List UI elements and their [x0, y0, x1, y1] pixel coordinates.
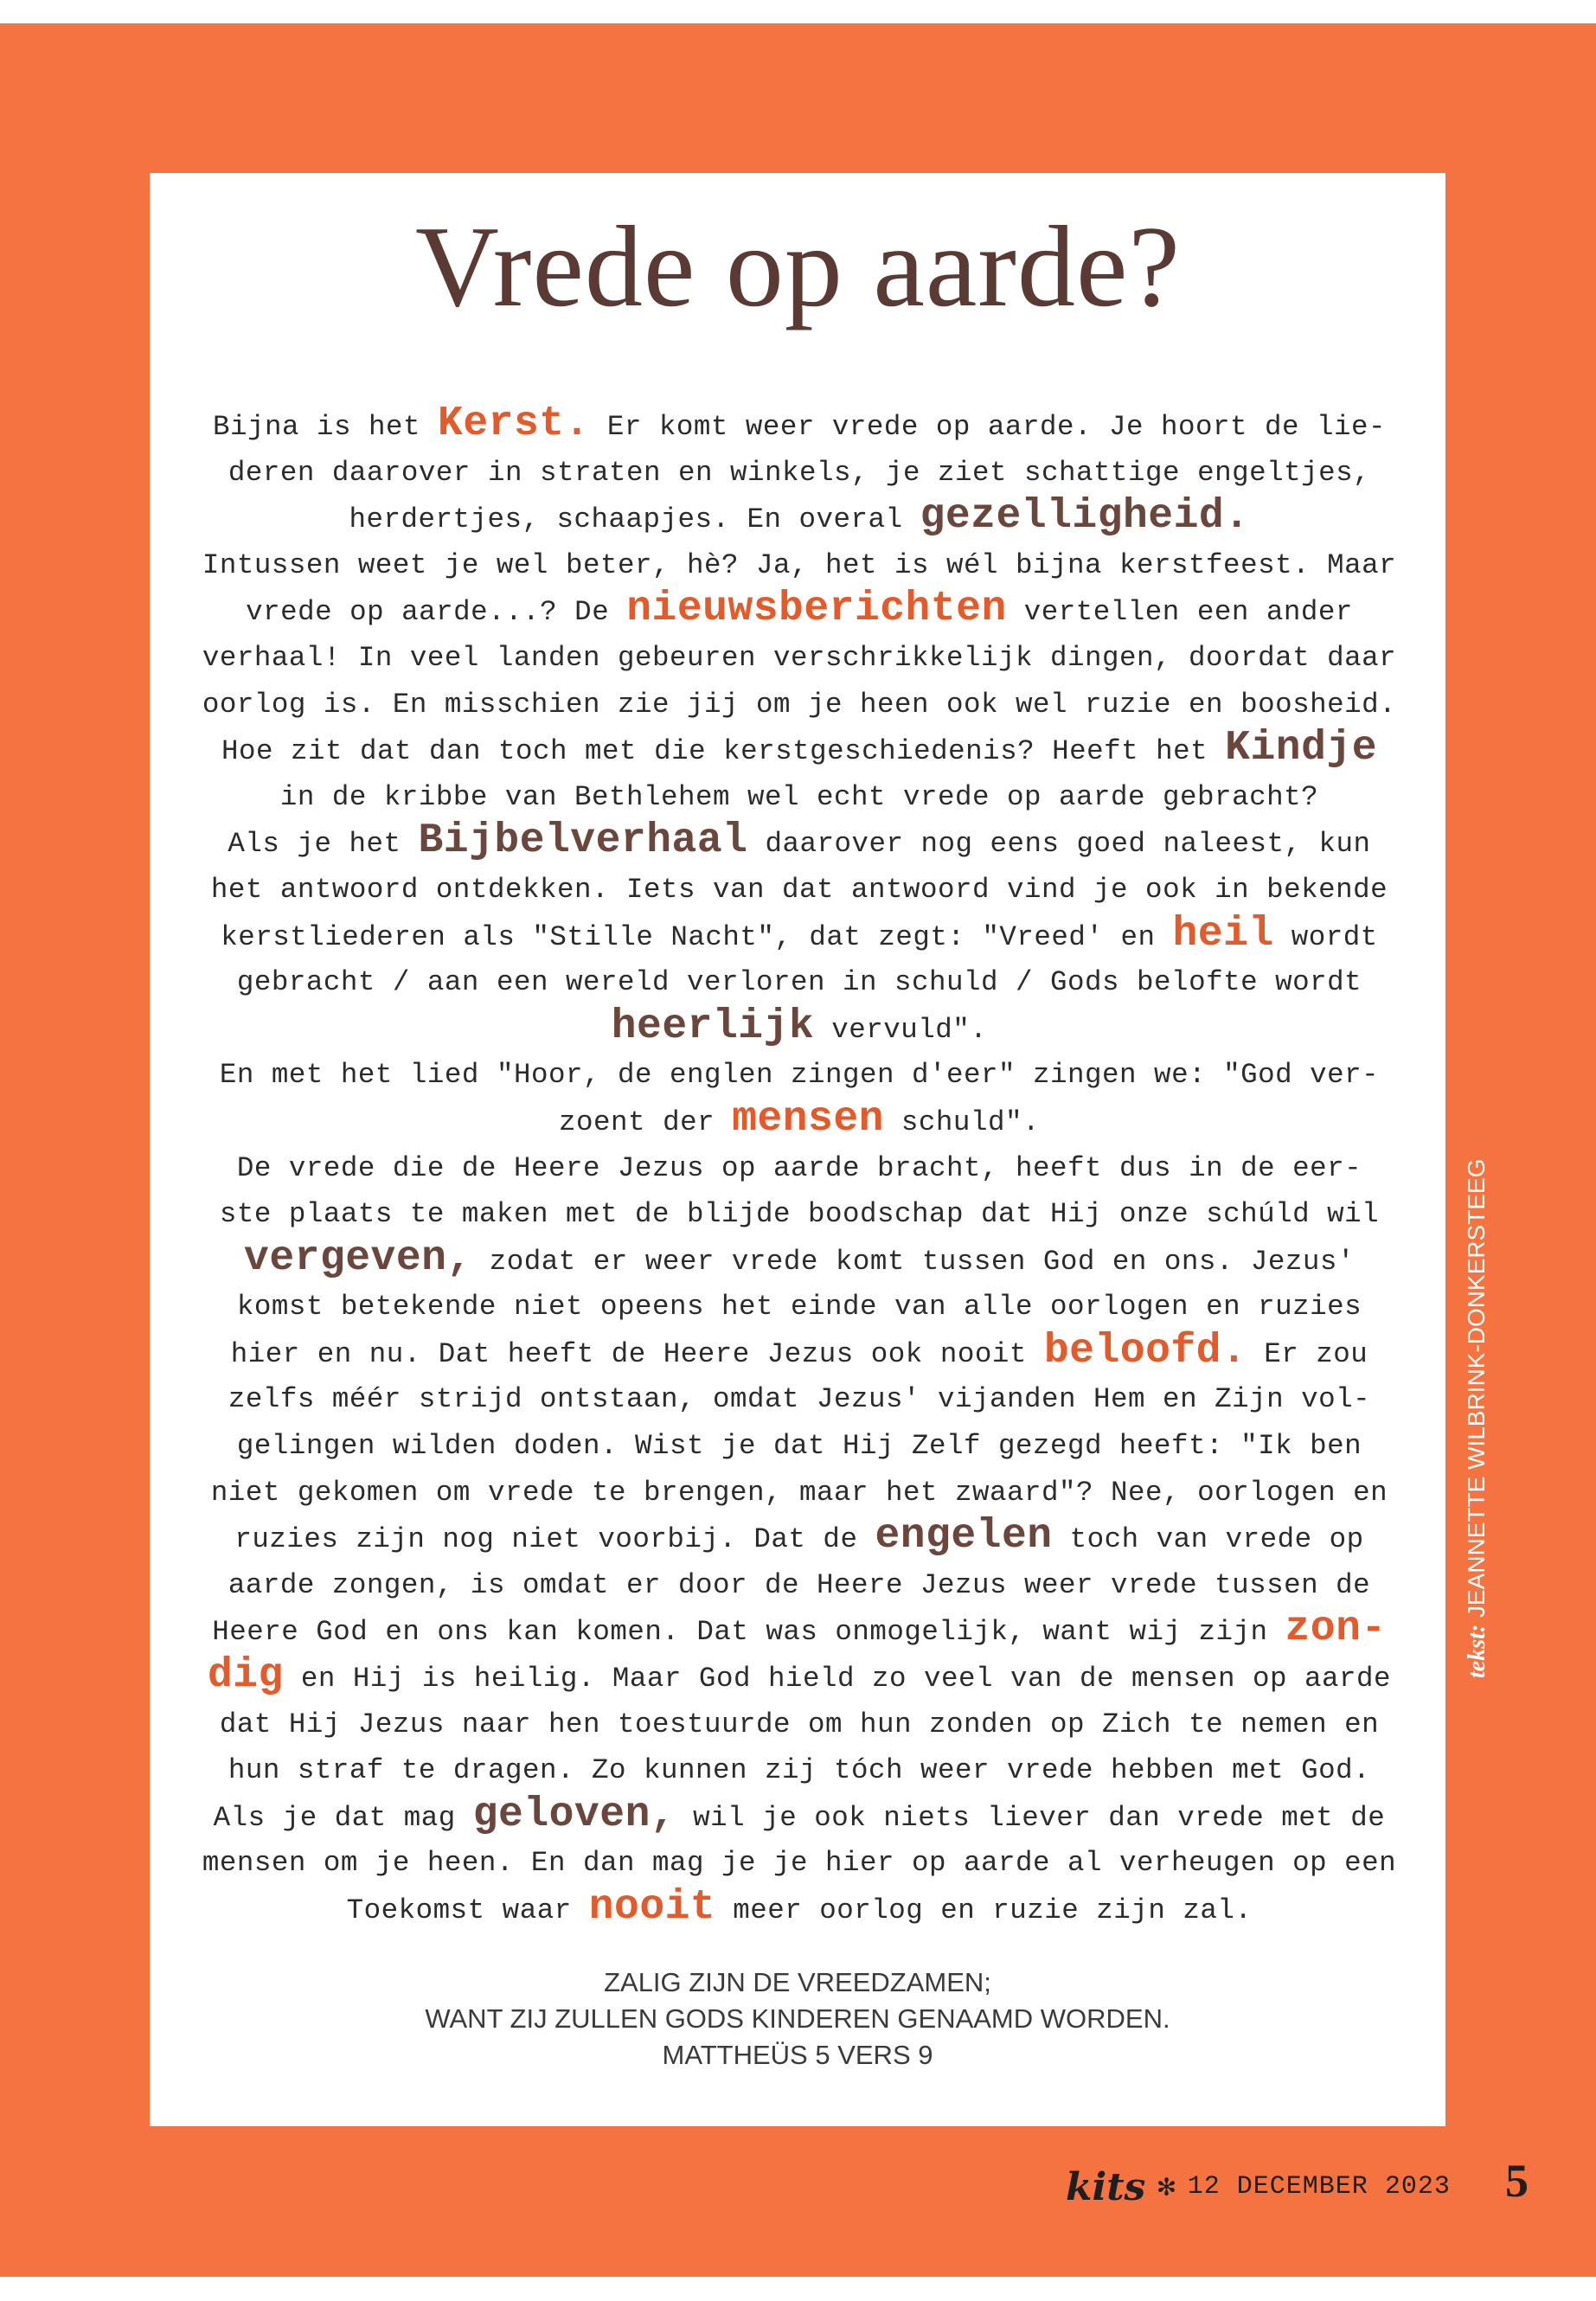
text-line: ruzies zijn nog niet voorbij. Dat de engelen toch van vrede op: [234, 1513, 1364, 1561]
text-line: het antwoord ontdekken. Iets van dat antwoord vind je ook in bekende: [210, 873, 1388, 906]
verse-line: WANT ZIJ ZULLEN GODS KINDEREN GENAAMD WORDEN.: [425, 2003, 1170, 2034]
verse-reference: MATTHEÜS 5 VERS 9: [662, 2040, 933, 2070]
text-line: in de kribbe van Bethlehem wel echt vrede op aarde gebracht?: [279, 780, 1319, 813]
text-line: oorlog is. En misschien zie jij om je heen ook wel ruzie en boosheid.: [202, 688, 1397, 721]
page-number: 5: [1505, 2155, 1529, 2207]
highlight-word: beloofd.: [1043, 1327, 1247, 1375]
text-line: En met het lied "Hoor, de englen zingen d'eer" zingen we: "God ver-: [219, 1059, 1380, 1092]
text-line: zoent der mensen schuld".: [559, 1095, 1040, 1143]
author-credit: [1459, 1158, 1494, 1678]
text-line: Toekomst waar nooit meer oorlog en ruzie zijn zal.: [346, 1884, 1253, 1931]
text-line: Als je het Bijbelverhaal daarover nog eens goed naleest, kun: [228, 817, 1371, 865]
text-line: hier en nu. Dat heeft de Heere Jezus ook nooit beloofd. Er zou: [230, 1327, 1368, 1375]
text-line: gelingen wilden doden. Wist je dat Hij Zelf gezegd heeft: "Ik ben: [236, 1430, 1362, 1463]
highlight-word: geloven,: [472, 1791, 676, 1838]
highlight-word: heerlijk: [611, 1003, 815, 1050]
text-line: hun straf te dragen. Zo kunnen zij tóch weer vrede hebben met God.: [228, 1754, 1371, 1787]
text-line: deren daarover in straten en winkels, je ziet schattige engeltjes,: [228, 456, 1371, 489]
credit-label: tekst:: [1464, 1624, 1490, 1678]
text-line: herdertjes, schaapjes. En overal gezelligheid.: [349, 493, 1250, 541]
text-line: mensen om je heen. En dan mag je je hier op aarde al verheugen op een: [202, 1847, 1397, 1880]
text-line: Hoe zit dat dan toch met die kerstgeschiedenis? Heeft het Kindje: [221, 725, 1377, 772]
text-line: verhaal! In veel landen gebeuren verschrikkelijk dingen, doordat daar: [202, 641, 1397, 674]
text-line: vrede op aarde...? De nieuwsberichten vertellen een ander: [246, 586, 1353, 633]
text-line: Heere God en ons kan komen. Dat was onmogelijk, want wij zijn zon-: [212, 1606, 1387, 1653]
highlight-word: gezelligheid.: [920, 493, 1250, 541]
highlight-word: Kindje: [1225, 725, 1377, 772]
text-line: ste plaats te maken met de blijde boodschap dat Hij onze schúld wil: [219, 1198, 1380, 1231]
highlight-word: engelen: [875, 1513, 1053, 1561]
issue-date: 12 DECEMBER 2023: [1187, 2172, 1451, 2202]
asterisk-icon: ✻: [1157, 2172, 1176, 2205]
magazine-logo: kits: [1066, 2164, 1146, 2209]
text-line: Bijna is het Kerst. Er komt weer vrede op aarde. Je hoort de lie-: [212, 401, 1387, 447]
text-line: Intussen weet je wel beter, hè? Ja, het is wél bijna kerstfeest. Maar: [202, 548, 1397, 581]
text-line: De vrede die de Heere Jezus op aarde bracht, heeft dus in de eer-: [236, 1151, 1362, 1184]
text-line: komst betekende niet opeens het einde van alle oorlogen en ruzies: [236, 1291, 1362, 1324]
highlight-word: nooit: [588, 1884, 716, 1931]
text-line: gebracht / aan een wereld verloren in schuld / Gods belofte wordt: [236, 966, 1362, 999]
text-line: heerlijk vervuld".: [611, 1003, 988, 1050]
text-line: dat Hij Jezus naar hen toestuurde om hun zonden op Zich te nemen en: [219, 1708, 1380, 1740]
page-title: Vrede op aarde?: [415, 202, 1181, 330]
verse-line: ZALIG ZIJN DE VREEDZAMEN;: [604, 1967, 991, 1997]
text-line: Als je dat mag geloven, wil je ook niets liever dan vrede met de: [213, 1791, 1386, 1838]
page-footer: [1066, 2161, 1451, 2213]
credit-author: JEANNETTE WILBRINK-DONKERSTEEG: [1463, 1158, 1490, 1618]
bible-verse: [150, 1965, 1445, 2073]
highlight-word: zon-: [1285, 1606, 1387, 1653]
highlight-word: vergeven,: [244, 1234, 472, 1282]
highlight-word: heil: [1172, 910, 1274, 958]
highlight-word: dig: [207, 1652, 284, 1700]
text-line: vergeven, zodat er weer vrede komt tussen God en ons. Jezus': [244, 1234, 1355, 1282]
text-line: niet gekomen om vrede te brengen, maar het zwaard"? Nee, oorlogen en: [210, 1476, 1388, 1509]
text-line: dig en Hij is heilig. Maar God hield zo veel van de mensen op aarde: [207, 1652, 1392, 1700]
article-body: [185, 403, 1413, 1933]
highlight-word: nieuwsberichten: [626, 586, 1007, 633]
highlight-word: Bijbelverhaal: [418, 817, 748, 865]
text-line: kerstliederen als "Stille Nacht", dat zegt: "Vreed' en heil wordt: [221, 910, 1378, 958]
text-line: zelfs méér strijd ontstaan, omdat Jezus' vijanden Hem en Zijn vol-: [228, 1383, 1371, 1416]
highlight-word: Kerst.: [438, 401, 590, 447]
text-line: aarde zongen, is omdat er door de Heere Jezus weer vrede tussen de: [228, 1568, 1371, 1601]
highlight-word: mensen: [732, 1095, 884, 1143]
